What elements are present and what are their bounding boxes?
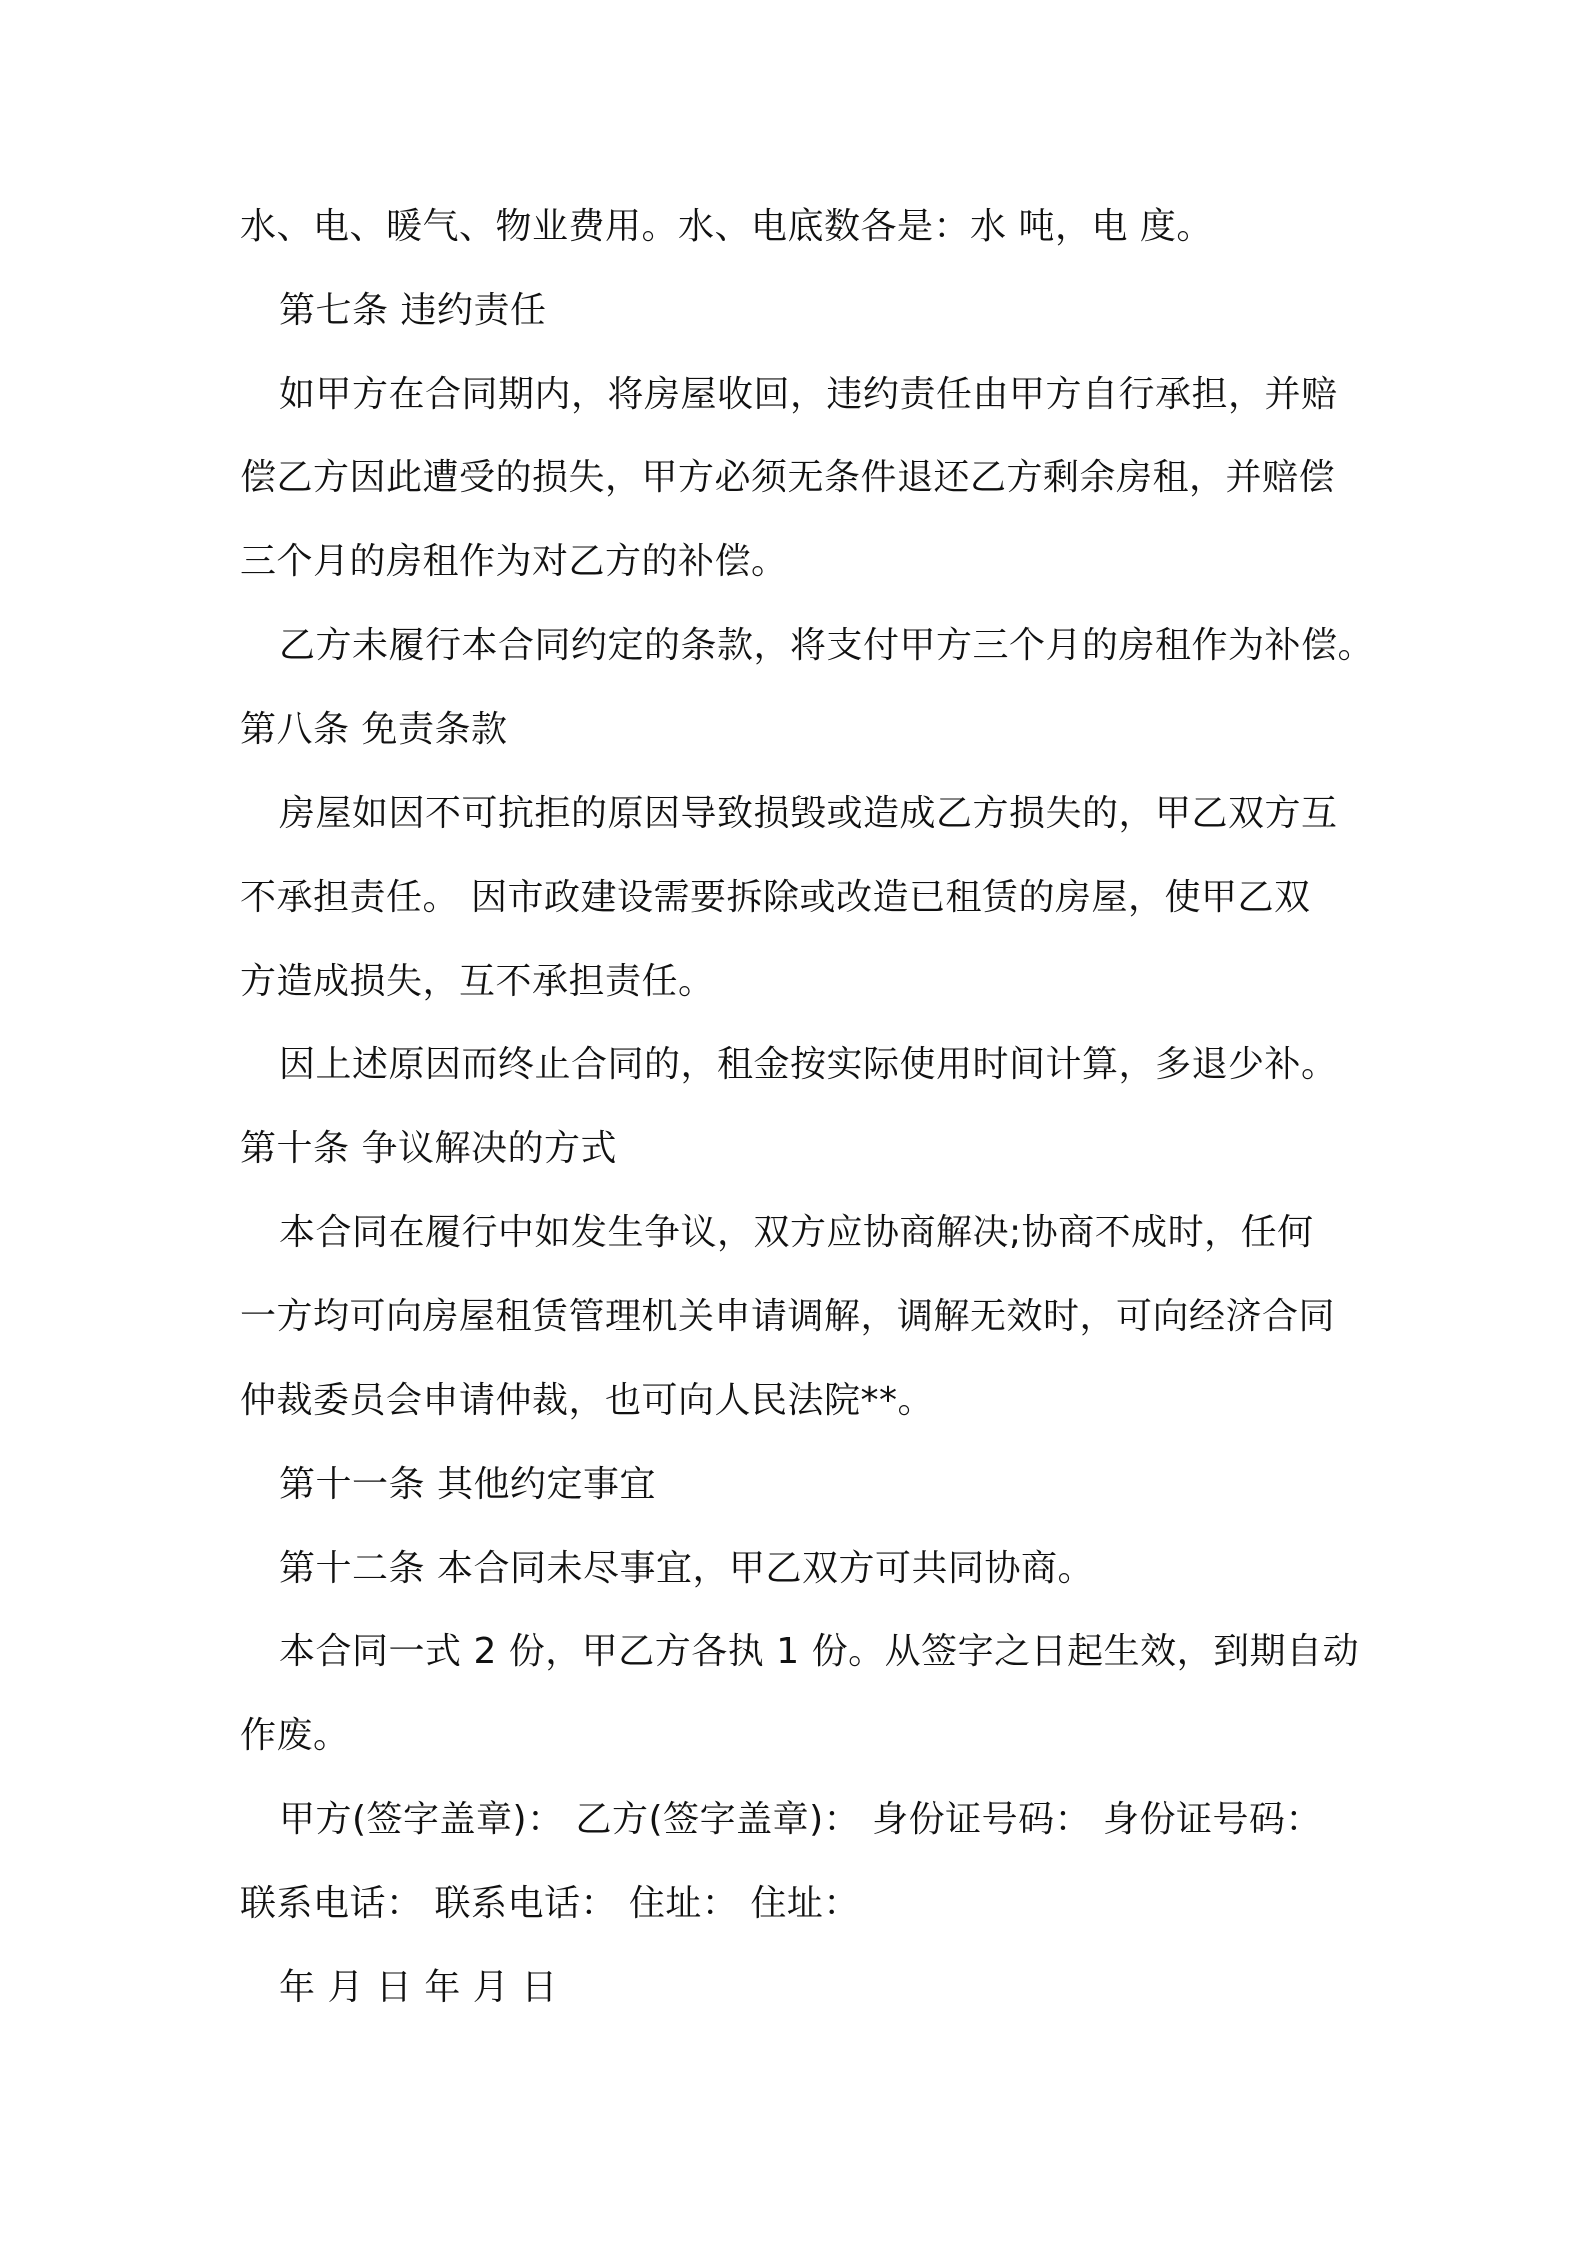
text-line: 方造成损失，互不承担责任。 <box>240 961 715 1002</box>
text-line: 一方均可向房屋租赁管理机关申请调解，调解无效时，可向经济合同 <box>240 1296 1336 1337</box>
signature-fields-line: 甲方(签字盖章)： 乙方(签字盖章)： 身份证号码： 身份证号码： <box>279 1799 1323 1840</box>
article-8-heading: 第八条 免责条款 <box>240 709 508 750</box>
text-line: 偿乙方因此遭受的损失，甲方必须无条件退还乙方剩余房租，并赔偿 <box>240 457 1336 498</box>
text-line: 仲裁委员会申请仲裁，也可向人民法院**。 <box>240 1380 935 1421</box>
text-line: 不承担责任。 因市政建设需要拆除或改造已租赁的房屋，使甲乙双 <box>240 877 1311 918</box>
text-line: 作废。 <box>240 1715 350 1756</box>
article-12-heading: 第十二条 本合同未尽事宜，甲乙双方可共同协商。 <box>279 1548 1094 1589</box>
text-line: 因上述原因而终止合同的，租金按实际使用时间计算，多退少补。 <box>279 1044 1338 1085</box>
article-10-heading: 第十条 争议解决的方式 <box>240 1128 617 1169</box>
text-line: 房屋如因不可抗拒的原因导致损毁或造成乙方损失的，甲乙双方互 <box>279 793 1338 834</box>
article-11-heading: 第十一条 其他约定事宜 <box>279 1464 656 1505</box>
text-line: 三个月的房租作为对乙方的补偿。 <box>240 541 788 582</box>
article-7-heading: 第七条 违约责任 <box>279 290 547 331</box>
text-line: 本合同在履行中如发生争议，双方应协商解决;协商不成时，任何 <box>279 1212 1314 1253</box>
contact-fields-line: 联系电话： 联系电话： 住址： 住址： <box>240 1883 860 1924</box>
text-line-utilities: 水、电、暖气、物业费用。水、电底数各是：水 吨，电 度。 <box>240 206 1213 247</box>
text-line: 如甲方在合同期内，将房屋收回，违约责任由甲方自行承担，并赔 <box>279 374 1338 415</box>
date-fields-line: 年 月 日 年 月 日 <box>279 1967 558 2008</box>
text-line: 本合同一式 2 份，甲乙方各执 1 份。从签字之日起生效，到期自动 <box>279 1631 1360 1672</box>
text-line: 乙方未履行本合同约定的条款，将支付甲方三个月的房租作为补偿。 <box>279 625 1375 666</box>
